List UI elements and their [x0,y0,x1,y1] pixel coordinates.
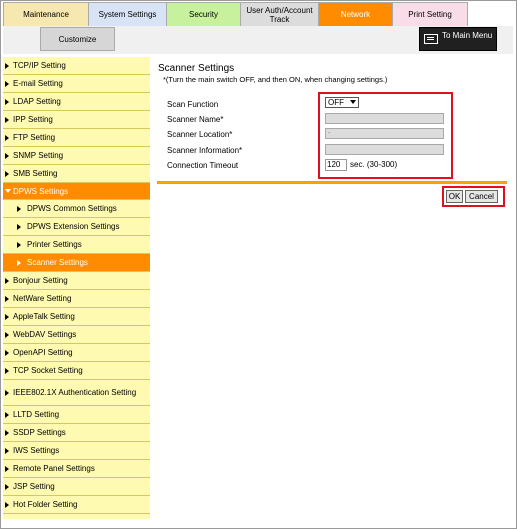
sidebar-item-bonjour-setting[interactable] [3,272,150,290]
tab-user-auth-account-track[interactable]: User Auth/Account Track [240,2,319,26]
arrow-right-icon [5,350,9,356]
sidebar-item-label: E-mail Setting [13,79,63,88]
tab-system-settings[interactable]: System Settings [88,2,167,26]
scan-function-select[interactable] [325,97,359,108]
sidebar-item-label: SNMP Setting [13,151,64,160]
sidebar-item-label: DPWS Extension Settings [27,222,120,231]
sidebar-item-ssdp-settings[interactable] [3,424,150,442]
arrow-right-icon [17,206,21,212]
sidebar-item-ldap-setting[interactable] [3,93,150,111]
scanner-information-label: Scanner Information* [167,145,243,155]
scanner-location-label: Scanner Location* [167,129,233,139]
sidebar-item-snmp-setting[interactable] [3,147,150,165]
ok-button[interactable]: OK [446,190,463,203]
sidebar-item-remote-panel-settings[interactable] [3,460,150,478]
sidebar-item-label: Bonjour Setting [13,276,68,285]
sidebar [3,57,150,519]
sidebar-item-printer-settings[interactable] [3,236,150,254]
arrow-right-icon [5,466,9,472]
sidebar-item-dpws-common-settings[interactable] [3,200,150,218]
arrow-right-icon [17,242,21,248]
arrow-right-icon [5,296,9,302]
scanner-name-field[interactable] [325,113,444,124]
arrow-right-icon [5,502,9,508]
arrow-right-icon [5,153,9,159]
section-divider [157,181,507,184]
arrow-right-icon [17,224,21,230]
arrow-right-icon [5,135,9,141]
arrow-right-icon [5,117,9,123]
connection-timeout-input[interactable]: 120 [325,159,347,171]
sidebar-item-tcp-socket-setting[interactable] [3,362,150,380]
customize-button[interactable]: Customize [40,27,115,51]
arrow-down-icon [5,189,11,193]
sidebar-item-lltd-setting[interactable] [3,406,150,424]
cancel-button[interactable]: Cancel [465,190,498,203]
sidebar-item-dpws-settings[interactable] [3,183,150,200]
arrow-right-icon [5,368,9,374]
sidebar-item-label: DPWS Settings [13,186,69,196]
arrow-right-icon [17,260,21,266]
arrow-right-icon [5,314,9,320]
arrow-right-icon [5,99,9,105]
sidebar-item-label: Scanner Settings [27,258,88,267]
to-main-menu-label: To Main Menu [442,31,493,40]
connection-timeout-label: Connection Timeout [167,160,239,170]
sidebar-item-label: LLTD Setting [13,410,60,419]
tab-security[interactable]: Security [166,2,241,26]
sidebar-item-email-setting[interactable] [3,75,150,93]
sidebar-item-label: SMB Setting [13,169,58,178]
sidebar-item-scanner-settings[interactable] [3,254,150,272]
to-main-menu-button[interactable] [419,27,497,51]
sidebar-item-smb-setting[interactable] [3,165,150,183]
toolbar [3,26,513,54]
tab-network[interactable]: Network [318,2,393,26]
sidebar-item-appletalk-setting[interactable] [3,308,150,326]
sidebar-item-dpws-extension-settings[interactable] [3,218,150,236]
sidebar-item-label: JSP Setting [13,482,55,491]
sidebar-item-label: WebDAV Settings [13,330,77,339]
tab-print-setting[interactable]: Print Setting [392,2,468,26]
sidebar-item-label: Printer Settings [27,240,82,249]
sidebar-item-hot-folder-setting[interactable] [3,496,150,514]
tab-maintenance[interactable]: Maintenance [3,2,89,26]
arrow-right-icon [5,171,9,177]
sidebar-item-label: IWS Settings [13,446,60,455]
arrow-right-icon [5,484,9,490]
sidebar-item-label: LDAP Setting [13,97,61,106]
arrow-right-icon [5,390,9,396]
scanner-location-field[interactable]: - [325,128,444,139]
sidebar-item-label: Hot Folder Setting [13,500,78,509]
main-tabs [3,2,468,26]
arrow-right-icon [5,448,9,454]
arrow-right-icon [5,332,9,338]
chevron-down-icon [350,100,356,104]
restart-note: *(Turn the main switch OFF, and then ON, when changing settings.) [163,75,388,84]
arrow-right-icon [5,81,9,87]
scan-function-value: OFF [328,98,344,107]
sidebar-item-jsp-setting[interactable] [3,478,150,496]
sidebar-item-openapi-setting[interactable] [3,344,150,362]
scanner-information-field[interactable] [325,144,444,155]
sidebar-item-label: AppleTalk Setting [13,312,75,321]
sidebar-item-label: IPP Setting [13,115,53,124]
page-title: Scanner Settings [158,63,235,74]
sidebar-item-label: NetWare Setting [13,294,72,303]
sidebar-item-netware-setting[interactable] [3,290,150,308]
arrow-right-icon [5,430,9,436]
sidebar-item-tcpip-setting[interactable] [3,57,150,75]
sidebar-item-webdav-settings[interactable] [3,326,150,344]
sidebar-item-label: IEEE802.1X Authentication Setting [13,388,137,397]
sidebar-item-iws-settings[interactable] [3,442,150,460]
sidebar-item-label: FTP Setting [13,133,56,142]
sidebar-item-label: OpenAPI Setting [13,348,73,357]
arrow-right-icon [5,278,9,284]
arrow-right-icon [5,412,9,418]
arrow-right-icon [5,63,9,69]
sidebar-item-ftp-setting[interactable] [3,129,150,147]
sidebar-item-ipp-setting[interactable] [3,111,150,129]
sidebar-item-ieee8021x-authentication-setting[interactable] [3,380,150,406]
sidebar-item-label: TCP Socket Setting [13,366,83,375]
sidebar-item-label: TCP/IP Setting [13,61,66,70]
sidebar-item-label: SSDP Settings [13,428,66,437]
connection-timeout-unit: sec. (30-300) [350,160,398,169]
scanner-name-label: Scanner Name* [167,114,224,124]
main-menu-icon [424,34,438,44]
sidebar-item-label: DPWS Common Settings [27,204,117,213]
scan-function-label: Scan Function [167,99,219,109]
sidebar-item-label: Remote Panel Settings [13,464,95,473]
